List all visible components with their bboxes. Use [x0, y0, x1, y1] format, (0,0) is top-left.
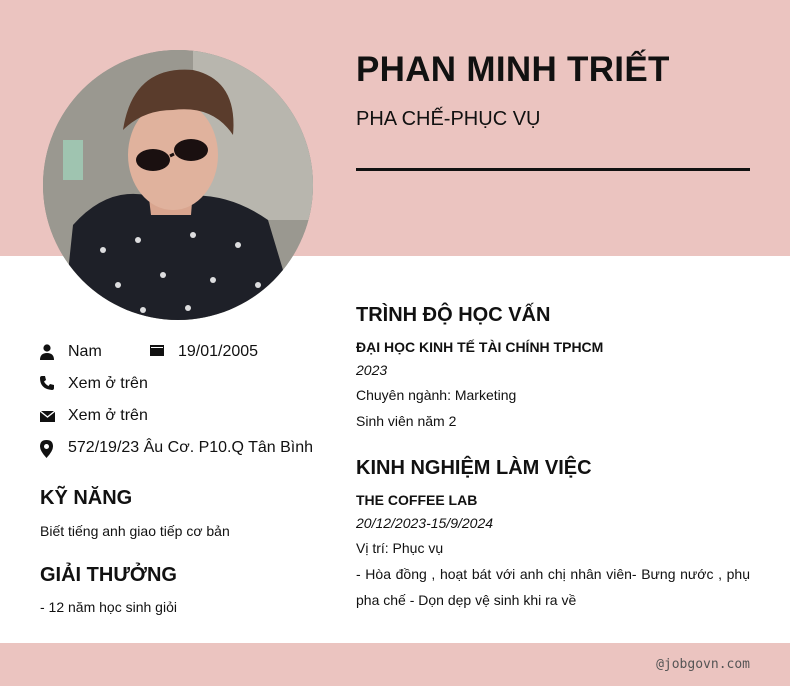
address-value: 572/19/23 Âu Cơ. P10.Q Tân Bình — [68, 439, 314, 456]
mail-icon — [40, 408, 56, 424]
full-name: PHAN MINH TRIẾT — [356, 50, 670, 89]
skills-text: Biết tiếng anh giao tiếp cơ bản — [40, 523, 230, 539]
phone-value: Xem ở trên — [68, 375, 148, 392]
person-icon — [40, 344, 56, 360]
experience-period: 20/12/2023-15/9/2024 — [356, 515, 494, 531]
awards-title: GIẢI THƯỞNG — [40, 564, 177, 586]
phone-icon — [40, 376, 56, 392]
gender-value: Nam — [68, 343, 102, 360]
education-major: Chuyên ngành: Marketing — [356, 387, 517, 403]
job-role: PHA CHẾ-PHỤC VỤ — [356, 108, 541, 130]
experience-title: KINH NGHIỆM LÀM VIỆC — [356, 457, 592, 479]
birthdate-value: 19/01/2005 — [178, 343, 259, 360]
education-status: Sinh viên năm 2 — [356, 413, 457, 429]
education-year: 2023 — [356, 362, 388, 378]
email-row — [40, 407, 148, 425]
address-row — [40, 439, 313, 457]
gender-row — [40, 343, 102, 361]
awards-text: - 12 năm học sinh giỏi — [40, 599, 177, 615]
birthdate-row — [150, 343, 258, 361]
avatar — [43, 50, 313, 320]
experience-description: - Hòa đồng , hoạt bát với anh chị nhân viên- Bưng nước , phụ pha chế - Dọn dẹp vệ sinh khi ra về — [356, 566, 750, 608]
phone-row — [40, 375, 148, 393]
header-divider — [356, 168, 750, 171]
education-title: TRÌNH ĐỘ HỌC VẤN — [356, 304, 551, 326]
education-school: ĐẠI HỌC KINH TẾ TÀI CHÍNH TPHCM — [356, 339, 604, 355]
skills-title: KỸ NĂNG — [40, 487, 133, 509]
email-value: Xem ở trên — [68, 407, 148, 424]
experience-company: THE COFFEE LAB — [356, 492, 478, 508]
map-pin-icon — [40, 440, 56, 456]
experience-position: Vị trí: Phục vụ — [356, 540, 444, 556]
calendar-icon — [150, 344, 166, 360]
footer-watermark: @jobgovn.com — [656, 657, 750, 672]
